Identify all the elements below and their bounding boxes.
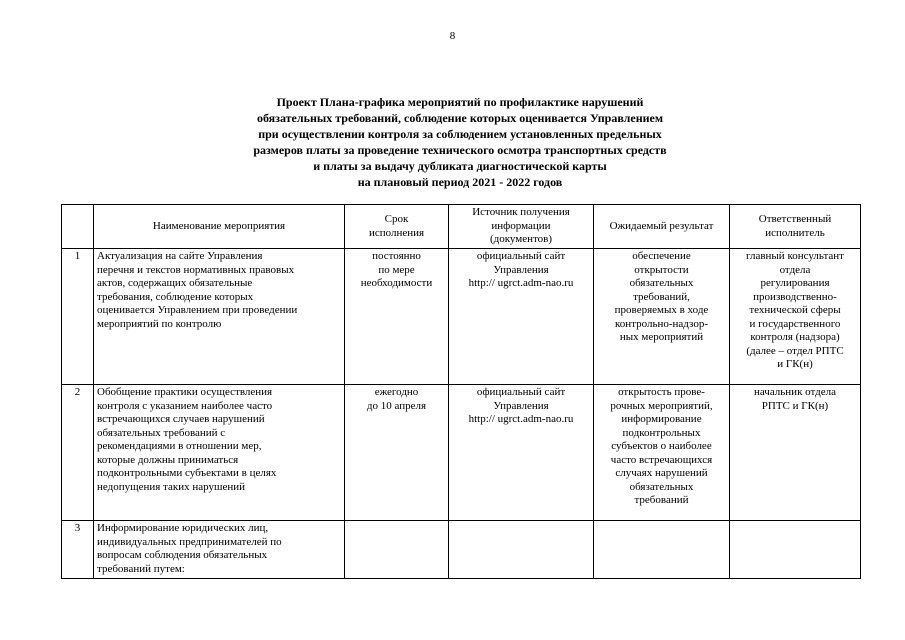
text-line: по мере bbox=[378, 263, 415, 276]
header-responsible-line: исполнитель bbox=[765, 226, 825, 239]
text-line: регулирования bbox=[760, 277, 830, 289]
row-responsible bbox=[730, 521, 861, 579]
table-row bbox=[62, 249, 861, 385]
table-row bbox=[62, 521, 861, 579]
text-line: рекомендациями в отношении мер, bbox=[97, 440, 262, 452]
text-line: контроля (надзора) bbox=[750, 331, 840, 343]
text-line: подконтрольных bbox=[622, 426, 701, 439]
text-line: недопущения таких нарушений bbox=[97, 480, 245, 493]
text-line: субъектов о наиболее bbox=[611, 440, 712, 452]
header-term-line: Срок bbox=[384, 213, 409, 225]
text-line: (далее – отдел РПТС bbox=[746, 344, 844, 357]
text-line: технической сферы bbox=[749, 304, 841, 316]
page-number: 8 bbox=[449, 30, 456, 42]
text-line: ежегодно bbox=[374, 386, 419, 398]
header-source bbox=[449, 205, 594, 249]
title-line: обязательных требований, соблюдение которых оценивается Управлением bbox=[256, 111, 664, 125]
text-line: Обобщение практики осуществления bbox=[97, 386, 273, 398]
text-line: контроля с указанием наиболее часто bbox=[97, 399, 273, 412]
text-line: постоянно bbox=[372, 250, 421, 262]
text-line: встречающихся случаев нарушений bbox=[97, 413, 265, 425]
text-line: ных мероприятий bbox=[619, 331, 704, 343]
text-line: требования, соблюдение которых bbox=[97, 290, 254, 303]
table-header-row bbox=[62, 205, 861, 249]
text-line: обязательных требований с bbox=[97, 426, 226, 439]
document-title bbox=[160, 94, 760, 190]
text-line: http:// ugrct.adm-nao.ru bbox=[468, 277, 574, 289]
row-number: 3 bbox=[62, 521, 94, 579]
text-line: открытость прове- bbox=[618, 386, 705, 398]
text-line: индивидуальных предпринимателей по bbox=[97, 535, 282, 548]
row-result bbox=[594, 521, 730, 579]
text-line: перечня и текстов нормативных правовых bbox=[97, 263, 295, 276]
header-term bbox=[345, 205, 449, 249]
text-line: Актуализация на сайте Управления bbox=[97, 250, 263, 262]
row-name bbox=[94, 521, 345, 579]
header-result bbox=[594, 205, 730, 249]
text-line: часто встречающихся bbox=[610, 453, 713, 466]
row-responsible bbox=[730, 385, 861, 521]
title-line: и платы за выдачу дубликата диагностической карты bbox=[313, 159, 607, 173]
header-responsible bbox=[730, 205, 861, 249]
header-num bbox=[62, 205, 94, 249]
title-line: при осуществлении контроля за соблюдением установленных предельных bbox=[258, 127, 662, 141]
header-source-line: Источник получения bbox=[472, 206, 570, 219]
title-line: на плановый период 2021 - 2022 годов bbox=[357, 175, 563, 189]
text-line: производственно- bbox=[753, 290, 837, 303]
text-line: необходимости bbox=[360, 277, 433, 289]
row-name bbox=[94, 249, 345, 385]
text-line: до 10 апреля bbox=[366, 399, 427, 412]
text-line: обеспечение bbox=[632, 250, 691, 262]
text-line: начальник отдела bbox=[753, 386, 837, 398]
text-line: и ГК(н) bbox=[777, 358, 813, 370]
text-line: главный консультант bbox=[746, 250, 844, 262]
row-term bbox=[345, 521, 449, 579]
text-line: официальный сайт bbox=[476, 250, 566, 262]
text-line: Управления bbox=[493, 399, 549, 412]
row-number: 2 bbox=[62, 385, 94, 521]
header-source-line: информации bbox=[491, 219, 551, 232]
text-line: информирование bbox=[621, 413, 702, 425]
text-line: мероприятий по контролю bbox=[97, 317, 222, 330]
header-name: Наименование мероприятия bbox=[94, 205, 345, 249]
text-line: подконтрольными субъектами в целях bbox=[97, 467, 277, 479]
row-source bbox=[449, 385, 594, 521]
title-line: размеров платы за проведение технического осмотра транспортных средств bbox=[253, 143, 667, 157]
text-line: требований путем: bbox=[97, 562, 185, 575]
row-term bbox=[345, 249, 449, 385]
row-term bbox=[345, 385, 449, 521]
row-name bbox=[94, 385, 345, 521]
text-line: требований, bbox=[633, 290, 690, 303]
row-result bbox=[594, 249, 730, 385]
text-line: Информирование юридических лиц, bbox=[97, 522, 269, 534]
text-line: вопросам соблюдения обязательных bbox=[97, 549, 268, 561]
text-line: РПТС и ГК(н) bbox=[761, 399, 829, 412]
text-line: и государственного bbox=[749, 317, 841, 330]
text-line: отдела bbox=[779, 263, 811, 276]
header-source-line: (документов) bbox=[489, 233, 553, 246]
text-line: контрольно-надзор- bbox=[615, 317, 708, 330]
row-number: 1 bbox=[62, 249, 94, 385]
row-source bbox=[449, 521, 594, 579]
table-row bbox=[62, 385, 861, 521]
text-line: случаях нарушений bbox=[615, 467, 708, 479]
row-result bbox=[594, 385, 730, 521]
text-line: открытости bbox=[634, 263, 689, 276]
text-line: обязательных bbox=[629, 480, 694, 493]
header-term-line: исполнения bbox=[368, 226, 425, 239]
header-result-line: Ожидаемый результат bbox=[609, 219, 714, 232]
text-line: рочных мероприятий, bbox=[610, 399, 713, 412]
text-line: официальный сайт bbox=[476, 386, 566, 398]
text-line: требований bbox=[634, 494, 689, 506]
text-line: проверяемых в ходе bbox=[614, 304, 709, 316]
text-line: оценивается Управлением при проведении bbox=[97, 304, 298, 316]
title-line: Проект Плана-графика мероприятий по профилактике нарушений bbox=[276, 95, 644, 109]
row-responsible bbox=[730, 249, 861, 385]
text-line: http:// ugrct.adm-nao.ru bbox=[468, 413, 574, 425]
text-line: Управления bbox=[493, 263, 549, 276]
text-line: актов, содержащих обязательные bbox=[97, 277, 253, 289]
row-source bbox=[449, 249, 594, 385]
header-responsible-line: Ответственный bbox=[758, 213, 832, 225]
plan-table bbox=[61, 204, 861, 579]
text-line: которые должны приниматься bbox=[97, 453, 239, 466]
text-line: обязательных bbox=[629, 277, 694, 289]
